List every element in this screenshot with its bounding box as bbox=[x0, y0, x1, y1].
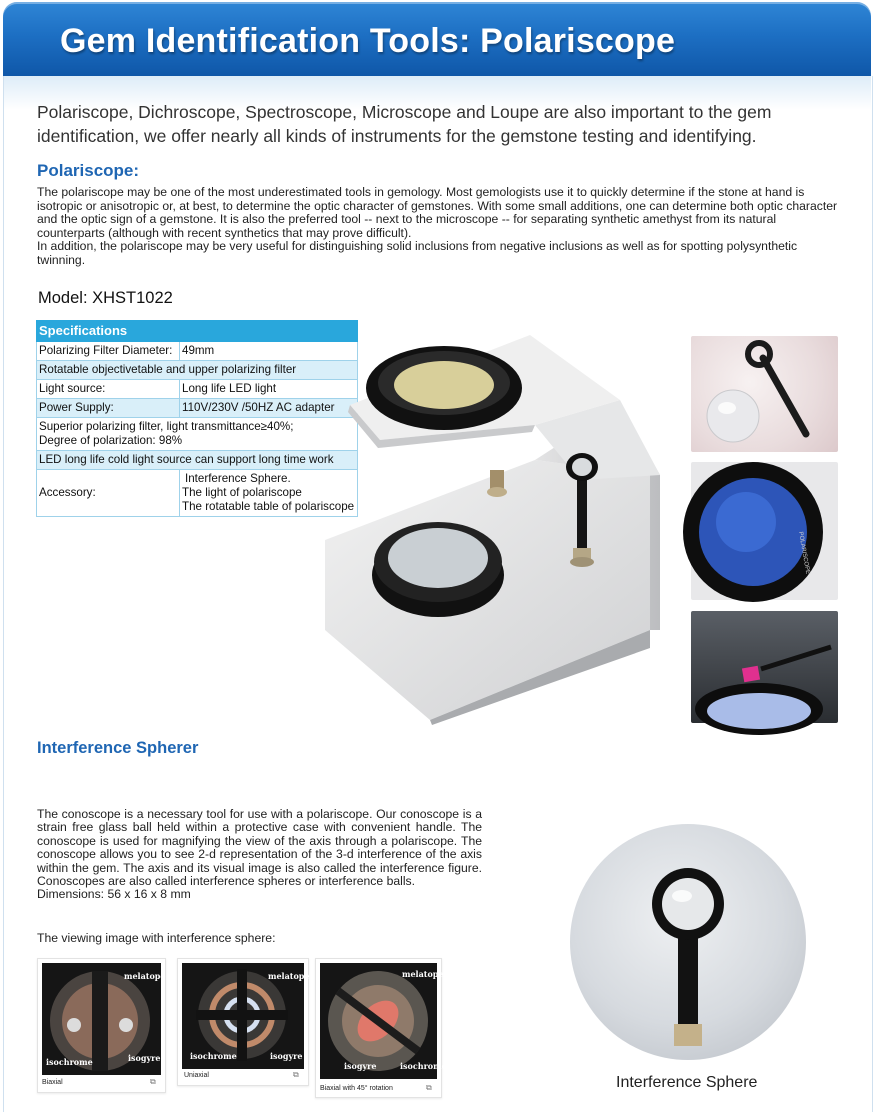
accessory-item: The light of polariscope bbox=[182, 486, 302, 499]
gem-on-filter-thumbnail bbox=[691, 611, 838, 723]
spec-note: Rotatable objectivetable and upper polarizing filter bbox=[37, 361, 358, 380]
table-row bbox=[37, 418, 358, 451]
polariscope-photo bbox=[320, 330, 670, 725]
polariscope-paragraph-2: In addition, the polariscope may be very useful for distinguishing solid inclusions from negative inclusions as well as for spotting polysynthetic twinning. bbox=[37, 239, 798, 267]
polariscope-paragraph-1: The polariscope may be one of the most underestimated tools in gemology. Most gemologists use it to quickly determine if the stone at hand is isotropic or anisotropic or, at best, to determine the optic character of gemstones. With some small additions, one can determine both optic character and the optic sign of a gemstone. It is also the preferred tool -- next to the microscope -- for separating synthetic amethyst from its natural counterparts (although with recent synthetics that may prove difficult). bbox=[37, 185, 838, 240]
accessory-item: The rotatable table of polariscope bbox=[182, 500, 355, 513]
spec-value: Long life LED light bbox=[180, 380, 358, 399]
interference-heading: Interference Spherer bbox=[37, 739, 199, 757]
spec-note: LED long life cold light source can support long time work bbox=[37, 451, 358, 470]
conoscope-body: The conoscope is a necessary tool for use with a polariscope. Our conoscope is a strain free glass ball held within a protective case with convenient handle. The conoscope is used for magnifying the view of the axis through a polariscope. The conoscope allows you to see 2-d representation of the 3-d interference of the axis within the gem. The axis and its visual image is also called the interference figure. Conoscopes are also called interference spheres or interference balls. bbox=[37, 807, 482, 889]
conoscope-description bbox=[37, 808, 482, 902]
expand-icon[interactable]: ⧉ bbox=[150, 1077, 156, 1086]
thumb-brand-text: POLARISCOPE bbox=[797, 531, 811, 575]
polariscope-description bbox=[37, 186, 847, 267]
label-isogyre: isogyre bbox=[344, 1061, 377, 1071]
table-row bbox=[37, 470, 358, 517]
label-isochrome: isochrome bbox=[400, 1061, 447, 1071]
uniaxial-image bbox=[182, 963, 310, 1069]
figure-biaxial bbox=[37, 958, 166, 1093]
spec-value: 49mm bbox=[180, 342, 358, 361]
sphere-caption: Interference Sphere bbox=[616, 1074, 758, 1091]
figure-caption: Biaxial bbox=[42, 1079, 63, 1086]
intro-text: Polariscope, Dichroscope, Spectroscope, Microscope and Loupe are also important to the gem identification, we offer nearly all kinds of instruments for the gemstone testing and identifying. bbox=[37, 102, 772, 146]
conoscope-dimensions: Dimensions: 56 x 16 x 8 mm bbox=[37, 887, 191, 902]
figure-biaxial-rotated bbox=[315, 958, 447, 1098]
label-isochrome: isochrome bbox=[46, 1057, 93, 1067]
label-isogyre: isogyre bbox=[270, 1051, 303, 1061]
viewing-image-label: The viewing image with interference sphere: bbox=[37, 931, 276, 945]
specs-header: Specifications bbox=[37, 321, 358, 342]
expand-icon[interactable]: ⧉ bbox=[426, 1083, 432, 1092]
biaxial-rotated-image bbox=[320, 963, 447, 1079]
table-row bbox=[37, 451, 358, 470]
page-title: Gem Identification Tools: Polariscope bbox=[60, 22, 676, 60]
figure-caption: Biaxial with 45° rotation bbox=[320, 1085, 393, 1092]
label-melatope: melatope bbox=[268, 971, 310, 981]
table-row bbox=[37, 399, 358, 418]
accessory-item: Interference Sphere. bbox=[185, 472, 291, 485]
label-isochrome: isochrome bbox=[190, 1051, 237, 1061]
spec-label: Power Supply: bbox=[37, 399, 180, 418]
spec-label: Polarizing Filter Diameter: bbox=[37, 342, 180, 361]
polariscope-heading: Polariscope: bbox=[37, 161, 140, 180]
expand-icon[interactable]: ⧉ bbox=[293, 1070, 299, 1079]
label-isogyre: isogyre bbox=[128, 1053, 161, 1063]
polarizing-filter-thumbnail bbox=[691, 462, 838, 600]
spec-note: Superior polarizing filter, light transmittance≥40%; Degree of polarization: 98% bbox=[37, 418, 358, 451]
spec-value: 110V/230V /50HZ AC adapter bbox=[180, 399, 358, 418]
table-row bbox=[37, 380, 358, 399]
figure-caption: Uniaxial bbox=[184, 1072, 209, 1079]
specifications-table bbox=[36, 320, 358, 517]
model-number: Model: XHST1022 bbox=[38, 289, 173, 307]
spec-label: Accessory: bbox=[37, 470, 180, 517]
table-row bbox=[37, 342, 358, 361]
biaxial-image bbox=[42, 963, 166, 1075]
table-row bbox=[37, 361, 358, 380]
label-melatope: melatope bbox=[124, 971, 166, 981]
spec-label: Light source: bbox=[37, 380, 180, 399]
label-melatope: melatope bbox=[402, 969, 444, 979]
interference-sphere-thumbnail bbox=[691, 336, 838, 452]
interference-sphere-photo bbox=[570, 824, 806, 1060]
figure-uniaxial bbox=[177, 958, 309, 1086]
